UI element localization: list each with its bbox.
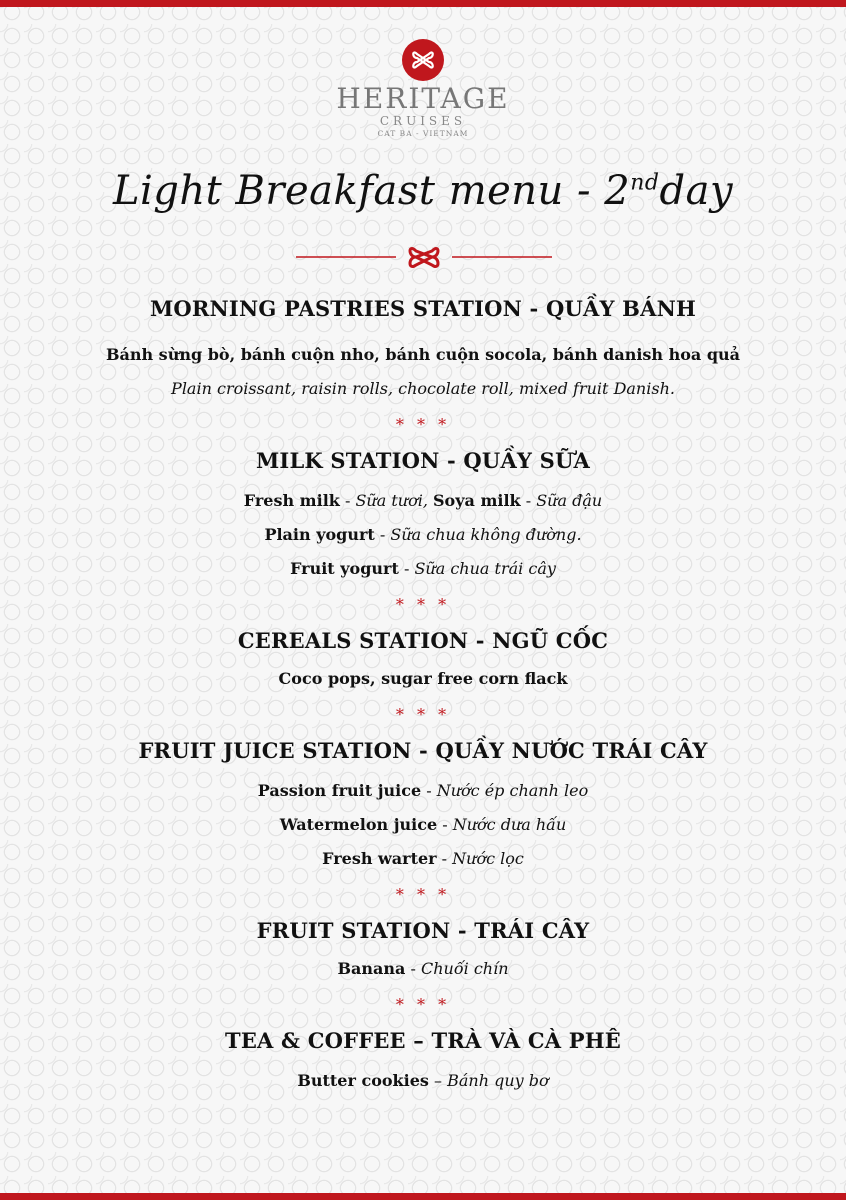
item-translation: Bánh quy bơ: [447, 1071, 549, 1090]
item-translation: Sữa chua không đường.: [390, 525, 582, 544]
separator: * * *: [395, 705, 451, 724]
bottom-border: [0, 1193, 846, 1200]
item-translation: Nước lọc: [452, 849, 524, 868]
section-heading: MILK STATION - QUẦY SỮA: [255, 448, 591, 473]
item-name: Fresh warter: [322, 849, 437, 868]
title-main: Light Breakfast menu - 2: [112, 168, 631, 214]
item-translation: Nước ép chanh leo: [436, 781, 589, 800]
menu-line: [0, 1064, 846, 1098]
separator: * * *: [395, 995, 451, 1014]
item-translation: Sữa tươi,: [355, 491, 428, 510]
menu-line: Banana - Chuối chín: [337, 959, 509, 978]
menu-line: Plain yogurt - Sữa chua không đường.: [264, 525, 582, 544]
item-name: Bánh sừng bò, bánh cuộn nho, bánh cuộn socola, bánh danish hoa quả: [105, 345, 741, 364]
section-heading: MORNING PASTRIES STATION - QUẦY BÁNH: [149, 296, 697, 321]
item-name: Passion fruit juice: [257, 781, 422, 800]
brand-name: HERITAGE: [336, 82, 510, 115]
menu-line: Passion fruit juice - Nước ép chanh leo: [257, 781, 589, 800]
item-name: Fruit yogurt: [290, 559, 399, 578]
item-translation: Sữa chua trái cây: [414, 559, 556, 578]
section-heading: FRUIT JUICE STATION - QUẦY NƯỚC TRÁI CÂY: [138, 738, 708, 763]
title-superscript: nd: [630, 170, 660, 196]
item-name: Watermelon juice: [279, 815, 438, 834]
menu-line: Fresh milk - Sữa tươi, Soya milk - Sữa đậu: [243, 491, 603, 510]
item-dash: –: [434, 1071, 442, 1090]
item-name: Plain yogurt: [264, 525, 375, 544]
section-juice: [0, 734, 846, 914]
menu-line: [0, 338, 846, 372]
knot-emblem-icon: [401, 38, 445, 82]
menu-line: [0, 662, 846, 696]
item-name: Fresh milk: [243, 491, 340, 510]
top-border: [0, 0, 846, 7]
section-cereals: [0, 624, 846, 734]
item-translation: Nước dưa hấu: [452, 815, 567, 834]
item-name: Butter cookies: [297, 1071, 429, 1090]
separator: * * *: [395, 415, 451, 434]
menu-line: [0, 372, 846, 406]
section-milk: [0, 444, 846, 624]
item-name: Coco pops, sugar free corn flack: [278, 669, 568, 688]
section-heading: FRUIT STATION - TRÁI CÂY: [256, 918, 590, 943]
section-fruit: [0, 914, 846, 1024]
menu-line: Fruit yogurt - Sữa chua trái cây: [290, 559, 556, 578]
item-name: Soya milk: [433, 491, 521, 510]
brand-location: CAT BA - VIETNAM: [377, 129, 469, 138]
menu-line: Fresh warter - Nước lọc: [322, 849, 524, 868]
section-heading: CEREALS STATION - NGŨ CỐC: [237, 628, 609, 653]
separator: * * *: [395, 595, 451, 614]
brand-logo: [0, 38, 846, 140]
section-pastries: [0, 292, 846, 444]
section-tea-coffee: [0, 1024, 846, 1098]
page-title: [0, 168, 846, 214]
item-name: Banana: [337, 959, 406, 978]
knot-divider-icon: [296, 240, 552, 274]
title-suffix: day: [659, 168, 734, 214]
separator: * * *: [395, 885, 451, 904]
brand-subtitle: CRUISES: [379, 114, 467, 128]
menu-line: Watermelon juice - Nước dưa hấu: [279, 815, 567, 834]
item-translation: Chuối chín: [420, 959, 509, 978]
item-translation: Sữa đậu: [536, 491, 603, 510]
menu-body: [0, 292, 846, 1098]
section-heading: TEA & COFFEE – TRÀ VÀ CÀ PHÊ: [225, 1028, 621, 1053]
item-translation: Plain croissant, raisin rolls, chocolate roll, mixed fruit Danish.: [171, 379, 675, 398]
